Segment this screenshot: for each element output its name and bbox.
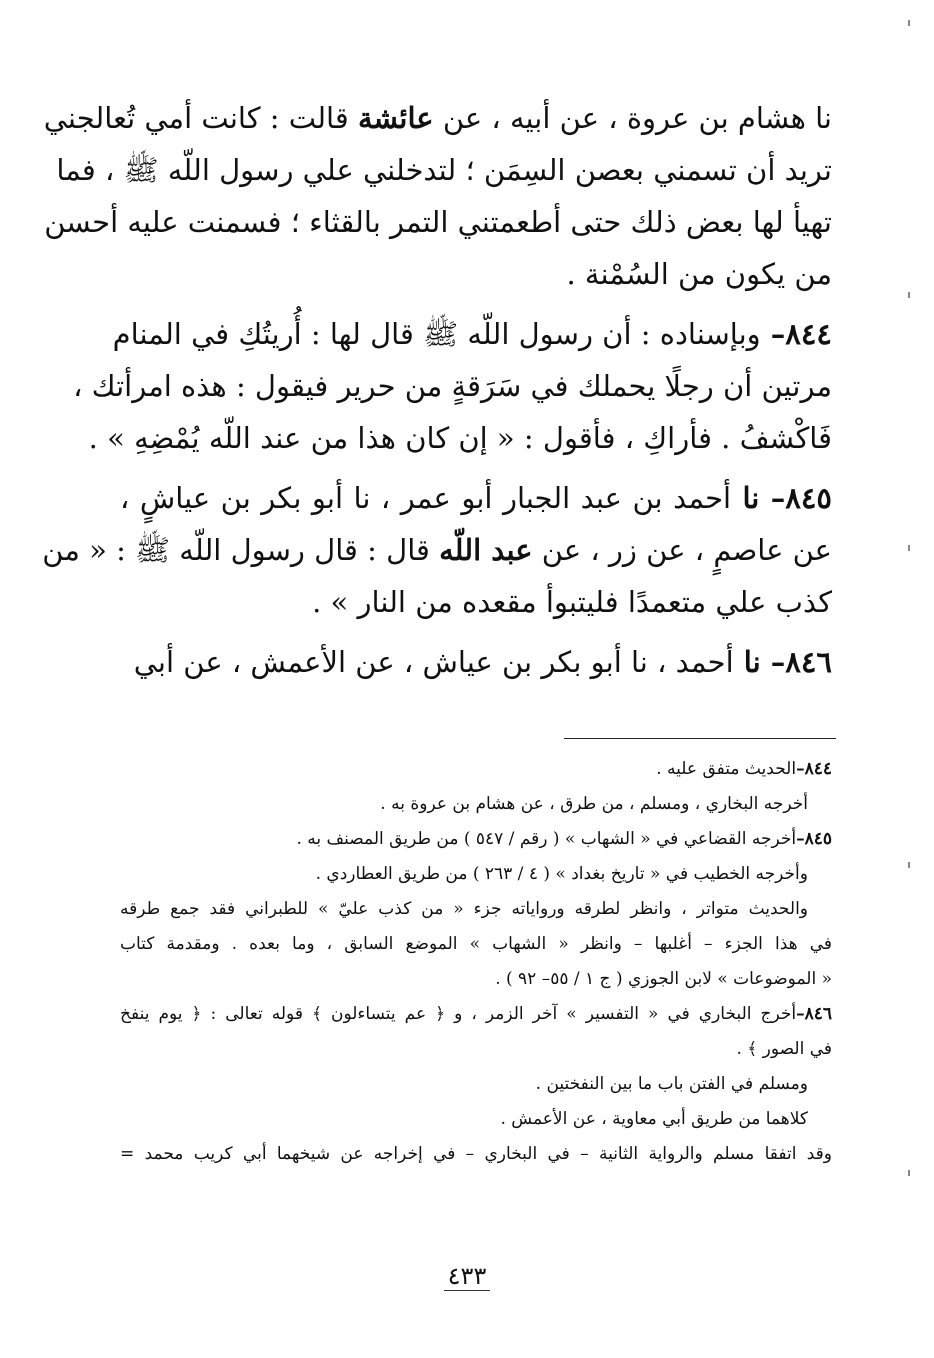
footnote-text: أخرجه القضاعي في « الشهاب » ( رقم / ٥٤٧ ) من طريق المصنف به . bbox=[296, 829, 797, 849]
footnote-line bbox=[120, 927, 832, 962]
footnote-text: ومسلم في الفتن باب ما بين النفختين . bbox=[535, 1074, 808, 1094]
footnote-text: وأخرجه الخطيب في « تاريخ بغداد » ( ٤ / ٢٦٣ ) من طريق العطاردي . bbox=[315, 864, 808, 884]
footnote-number: ٨٤٦– bbox=[796, 1004, 832, 1024]
paragraph-gap bbox=[120, 464, 832, 472]
bold-segment: ٨٤٥– نا bbox=[731, 481, 832, 515]
paragraph-p845 bbox=[42, 472, 832, 628]
text-line bbox=[120, 472, 832, 524]
text-segment: نا هشام بن عروة ، عن أبيه ، عن bbox=[433, 101, 832, 135]
text-segment: أحمد ، نا أبو بكر بن عياش ، عن الأعمش ، عن أبي bbox=[133, 645, 734, 679]
edge-mark bbox=[908, 1170, 910, 1176]
text-line bbox=[43, 92, 832, 144]
footnote-number: ٨٤٥– bbox=[796, 829, 832, 849]
footnote-line bbox=[120, 962, 832, 997]
paragraph-p843 bbox=[43, 92, 832, 300]
paragraph-p846 bbox=[120, 636, 832, 688]
text-segment: قال : قال رسول اللّه ﷺ : « من bbox=[42, 533, 440, 567]
text-segment: تريد أن تسمني بعصن السِمَن ؛ لتدخلني علي رسول اللّه ﷺ ، فما bbox=[56, 153, 832, 187]
footnote-text: كلاهما من طريق أبي معاوية ، عن الأعمش . bbox=[500, 1109, 808, 1129]
text-line bbox=[120, 636, 832, 688]
text-segment: قالت : كانت أمي تُعالجني bbox=[43, 101, 358, 135]
text-segment: مرتين أن رجلًا يحملك في سَرَقةٍ من حرير فيقول : هذه امرأتك ، bbox=[73, 369, 832, 403]
page-number bbox=[0, 1262, 934, 1291]
text-segment: عن عاصمٍ ، عن زر ، عن bbox=[532, 533, 832, 567]
footnote-text: أخرجه البخاري ، ومسلم ، من طرق ، عن هشام بن عروة به . bbox=[380, 794, 808, 814]
footnote-line bbox=[120, 822, 832, 857]
bold-segment: ٨٤٦– نا bbox=[733, 645, 832, 679]
footnote-text: أخرج البخاري في « التفسير » آخر الزمر ، و ﴿ عم يتساءلون ﴾ قوله تعالى : ﴿ يوم ينفخ bbox=[120, 1004, 797, 1024]
footnotes bbox=[120, 752, 832, 1172]
footnote-separator bbox=[564, 738, 836, 739]
bold-segment: عائشة bbox=[357, 101, 434, 135]
footnote-text: « الموضوعات » لابن الجوزي ( ج ١ / ٥٥– ٩٢ ) . bbox=[495, 969, 832, 989]
edge-mark bbox=[908, 292, 910, 298]
paragraph-gap bbox=[120, 300, 832, 308]
text-line bbox=[56, 144, 832, 196]
bold-segment: عبد اللّه bbox=[439, 533, 533, 567]
footnote-line bbox=[120, 1102, 832, 1137]
text-line bbox=[112, 308, 832, 360]
footnote-line bbox=[120, 892, 832, 927]
text-line bbox=[120, 576, 832, 628]
text-line bbox=[88, 412, 832, 464]
footnote-text: الحديث متفق عليه . bbox=[656, 759, 797, 779]
footnote-line bbox=[120, 1137, 832, 1172]
text-segment: كذب علي متعمدًا فليتبوأ مقعده من النار » . bbox=[312, 585, 832, 619]
footnote-line bbox=[120, 787, 832, 822]
text-line bbox=[73, 360, 832, 412]
text-segment: فَاكْشفُ . فأراكِ ، فأقول : « إن كان هذا من عند اللّه يُمْضِهِ » . bbox=[88, 421, 832, 455]
footnote-line bbox=[120, 1067, 832, 1102]
text-line bbox=[44, 196, 832, 248]
paragraph-p844 bbox=[73, 308, 832, 464]
footnote-line bbox=[120, 997, 832, 1032]
bold-segment: ٨٤٤– bbox=[760, 317, 832, 351]
footnote-text: في هذا الجزء – أغلبها – وانظر « الشهاب » الموضع السابق ، وما بعده . ومقدمة كتاب bbox=[120, 934, 832, 954]
edge-mark bbox=[908, 862, 910, 868]
text-segment: تهيأ لها بعض ذلك حتى أطعمتني التمر بالقثاء ؛ فسمنت عليه أحسن bbox=[44, 205, 832, 239]
footnote-line bbox=[120, 1032, 832, 1067]
text-line bbox=[120, 248, 832, 300]
footnote-number: ٨٤٤– bbox=[796, 759, 832, 779]
edge-mark bbox=[908, 20, 910, 26]
text-segment: من يكون من السُمْنة . bbox=[566, 257, 832, 291]
text-segment: أحمد بن عبد الجبار أبو عمر ، نا أبو بكر بن عياشٍ ، bbox=[120, 481, 732, 515]
footnote-line bbox=[120, 752, 832, 787]
footnote-line bbox=[120, 857, 832, 892]
text-segment: وبإسناده : أن رسول اللّه ﷺ قال لها : أُريتُكِ في المنام bbox=[112, 317, 761, 351]
paragraph-gap bbox=[120, 628, 832, 636]
footnote-text: في الصور ﴾ . bbox=[736, 1039, 832, 1059]
footnote-text: والحديث متواتر ، وانظر لطرقه ورواياته جزء « من كذب عليّ » للطبراني فقد جمع طرقه bbox=[120, 899, 808, 919]
footnote-text: وقد اتفقا مسلم والرواية الثانية – في البخاري – في إخراجه عن شيخهما أبي كريب محمد = bbox=[120, 1144, 832, 1164]
page-number-value: ٤٣٣ bbox=[444, 1262, 491, 1291]
main-text bbox=[42, 92, 832, 688]
text-line bbox=[42, 524, 832, 576]
edge-mark bbox=[908, 545, 910, 551]
